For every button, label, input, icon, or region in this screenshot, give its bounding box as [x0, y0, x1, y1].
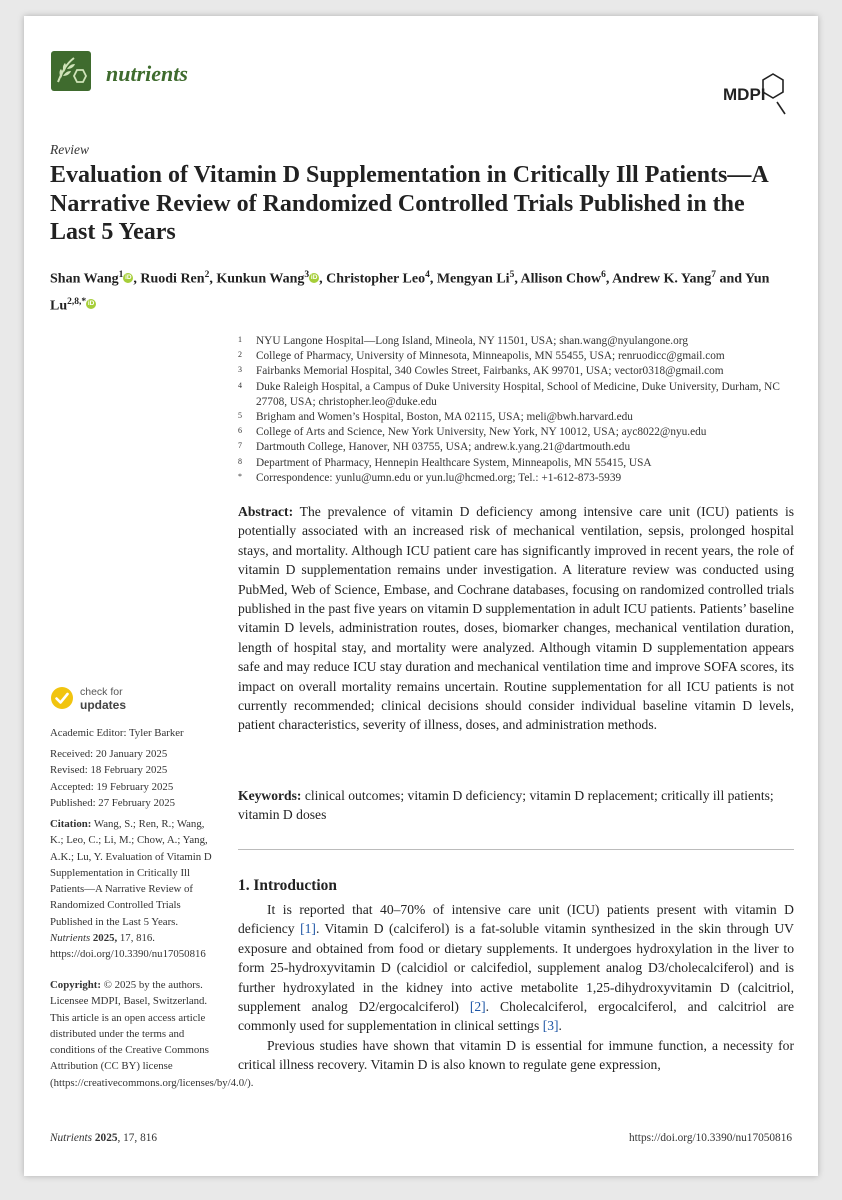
affiliation-text: Brigham and Women’s Hospital, Boston, MA 02115, USA; meli@bwh.harvard.edu [256, 411, 633, 424]
footer-journal: Nutrients [50, 1132, 93, 1144]
author-separator: , [514, 271, 521, 287]
copyright-label: Copyright: [50, 979, 101, 991]
author-affiliation-mark: 3 [304, 270, 310, 280]
abstract [238, 502, 794, 735]
affiliation-text: Dartmouth College, Hanover, NH 03755, USA; andrew.k.yang.21@dartmouth.edu [256, 441, 631, 454]
citation-text: Wang, S.; Ren, R.; Wang, K.; Leo, C.; Li, M.; Chow, A.; Yang, A.K.; Lu, Y. Evaluation of Vitamin D Supplementation in Critically Ill Patients—A Narrative Review of Randomized Controlled Trials Published in the Last 5 Years. [50, 818, 212, 928]
affiliation-item [238, 471, 798, 486]
affiliation-text: Fairbanks Memorial Hospital, 340 Cowles Street, Fairbanks, AK 99701, USA; vector0318@gmail.com [256, 365, 724, 378]
copyright-block [50, 977, 254, 1091]
check-updates-line2: updates [80, 698, 127, 712]
copyright-text: © 2025 by the authors. Licensee MDPI, Basel, Switzerland. This article is an open access article distributed under the terms and conditions of the Creative Commons Attribution (CC BY) license (https://creativecommons.org/licenses/by/4.0/). [50, 979, 254, 1089]
affiliation-number: 4 [238, 380, 242, 390]
citation-ref-1[interactable]: [1] [300, 921, 316, 937]
citation-ref-3[interactable]: [3] [542, 1018, 559, 1034]
intro-text-1c: . Cholecalciferol, ergocalciferol, and calcitriol are commonly used for supplementation in clinical settings [238, 999, 794, 1034]
affiliation-item [238, 425, 798, 440]
citation-block [50, 816, 216, 963]
check-updates-icon [50, 686, 74, 710]
intro-text-1a: It is reported that 40–70% of intensive care unit (ICU) patients present with vitamin D deficiency [238, 902, 794, 937]
affiliation-item [238, 349, 798, 364]
affiliation-text: College of Pharmacy, University of Minnesota, Minneapolis, MN 55455, USA; renruodicc@gmail.com [256, 350, 725, 363]
author-separator: , [319, 271, 327, 287]
orcid-icon[interactable]: iD [125, 273, 132, 281]
affiliation-number: * [238, 471, 242, 481]
citation-ref-2[interactable]: [2] [469, 999, 486, 1015]
citation-volume: 17, 816. [119, 932, 155, 945]
citation-label: Citation: [50, 818, 92, 830]
publication-dates [50, 746, 216, 811]
check-for-updates-badge[interactable] [50, 680, 170, 720]
affiliation-text: College of Arts and Science, New York University, New York, NY 10012, USA; ayc8022@nyu.edu [256, 426, 707, 439]
author-name: Ruodi Ren [140, 271, 205, 287]
footer-volume: , 17, 816 [117, 1132, 158, 1144]
affiliation-number: 8 [238, 456, 242, 466]
abstract-label: Abstract: [238, 504, 294, 519]
affiliation-item [238, 364, 798, 379]
affiliation-item [238, 410, 798, 425]
article-title: Evaluation of Vitamin D Supplementation in Critically Ill Patients—A Narrative Review of Randomized Controlled Trials Published in the Last 5 Years [50, 162, 768, 245]
author-affiliation-mark: 7 [711, 270, 716, 280]
nutrients-logo-icon [50, 50, 92, 92]
affiliation-item [238, 440, 798, 455]
affiliation-number: 7 [238, 441, 242, 451]
affiliation-text: Duke Raleigh Hospital, a Campus of Duke University Hospital, School of Medicine, Duke University, Durham, NC 27708, USA; christopher.leo@duke.edu [256, 380, 780, 408]
citation-journal: Nutrients [50, 932, 91, 945]
keywords-label: Keywords: [238, 788, 302, 803]
footer-citation [50, 1132, 157, 1144]
author-name: Allison Chow [520, 271, 602, 287]
affiliation-item [238, 456, 798, 471]
date-published: Published: 27 February 2025 [50, 796, 176, 809]
check-updates-line1: check for [80, 686, 123, 698]
intro-paragraph-2: Previous studies have shown that vitamin D is essential for immune function, a necessity for critical illness recovery. Vitamin D is also known to regulate gene expression, [238, 1037, 794, 1073]
author-name: Christopher Leo [326, 271, 426, 287]
author-affiliation-mark: 2,8,* [67, 296, 87, 307]
journal-name: nutrients [106, 61, 188, 86]
author-separator: , [133, 271, 141, 287]
author-affiliation-mark: 1 [118, 270, 124, 280]
affiliation-text: NYU Langone Hospital—Long Island, Mineola, NY 11501, USA; shan.wang@nyulangone.org [256, 335, 688, 347]
paper-page [24, 16, 818, 1176]
citation-year: 2025, [92, 932, 118, 945]
affiliation-number: 1 [238, 335, 242, 344]
date-received: Received: 20 January 2025 [50, 748, 168, 760]
author-affiliation-mark: 6 [601, 270, 606, 280]
footer-year: 2025 [94, 1132, 118, 1144]
section-divider [238, 849, 794, 850]
svg-text:MDPI: MDPI [723, 85, 766, 104]
affiliation-text: Correspondence: yunlu@umn.edu or yun.lu@hcmed.org; Tel.: +1-612-873-5939 [256, 471, 622, 484]
orcid-icon[interactable]: iD [87, 300, 95, 308]
academic-editor: Academic Editor: Tyler Barker [50, 727, 184, 739]
intro-paragraph-1 [238, 900, 794, 1036]
affiliation-text: Department of Pharmacy, Hennepin Healthcare System, Minneapolis, MN 55415, USA [256, 456, 652, 469]
date-accepted: Accepted: 19 February 2025 [50, 780, 174, 793]
affiliation-number: 6 [238, 426, 242, 436]
article-type: Review [50, 142, 89, 157]
keywords-text: clinical outcomes; vitamin D deficiency; vitamin D replacement; critically ill patients; vitamin D doses [238, 788, 774, 823]
author-name: Mengyan Li [436, 271, 510, 287]
author-name: Shan Wang [50, 271, 119, 287]
author-name: Andrew K. Yang [612, 271, 712, 287]
author-separator: , [429, 271, 437, 287]
affiliation-item [238, 380, 798, 410]
author-separator: , [209, 271, 217, 287]
date-revised: Revised: 18 February 2025 [50, 764, 168, 777]
intro-text-1d: . [558, 1018, 562, 1034]
author-name: Kunkun Wang [216, 271, 305, 287]
orcid-icon[interactable]: iD [310, 273, 318, 281]
affiliations [238, 334, 798, 486]
keywords [238, 786, 794, 825]
intro-text-1b: . Vitamin D (calciferol) is a fat-soluble vitamin synthesized in the skin through UV exposure and obtained from food or dietary supplements. It undergoes hydroxylation in the liver to form 25-hydroxyvitamin D (calcidiol or calcifediol, supplement analog D3/cholecalciferol) and is further hydroxylated in the kidney into active metabolite 1,25-dihydroxyvitamin D (calcitriol, supplement analog D2/ergocalciferol) [238, 921, 794, 1015]
author-affiliation-mark: 4 [425, 270, 430, 280]
footer-doi-link[interactable]: https://doi.org/10.3390/nu17050816 [629, 1132, 792, 1144]
affiliation-item [238, 334, 798, 349]
citation-doi-link[interactable]: https://doi.org/10.3390/nu17050816 [50, 948, 206, 961]
author-name: and Yun Lu [50, 271, 770, 314]
author-affiliation-mark: 2 [204, 270, 210, 280]
affiliation-number: 5 [238, 411, 242, 421]
author-list [50, 264, 800, 317]
mdpi-logo-icon [721, 68, 787, 118]
affiliation-number: 2 [238, 350, 242, 360]
author-separator: , [605, 271, 613, 287]
abstract-text: The prevalence of vitamin D deficiency among intensive care unit (ICU) patients is potentially associated with an increased risk of mechanical ventilation, sepsis, prolonged hospital stays, and mortality. Although ICU patient care has significantly improved in recent years, the role of vitamin D supplementation remains under investigation. A literature review was conducted using PubMed, Web of Science, Embase, and Cochrane databases, focusing on randomized controlled trials published in the past five years on vitamin D supplementation in adult ICU patients. Patients’ baseline vitamin D levels, administration routes, doses, biomarker changes, mechanical ventilation duration, length of hospital stay, and mortality were analyzed. Although vitamin D supplementation appears safe and may reduce ICU stay duration and mechanical ventilation time and improve SOFA scores, its impact on overall mortality remains uncertain. Routine supplementation for all ICU patients is not currently recommended; clinical decisions should consider individual baseline vitamin D levels, patient characteristics, severity of illness, doses, and administration methods. [238, 504, 795, 733]
author-affiliation-mark: 5 [509, 270, 515, 280]
affiliation-number: 3 [238, 365, 242, 375]
section-heading-introduction: 1. Introduction [238, 877, 337, 894]
introduction-body [238, 900, 794, 1075]
